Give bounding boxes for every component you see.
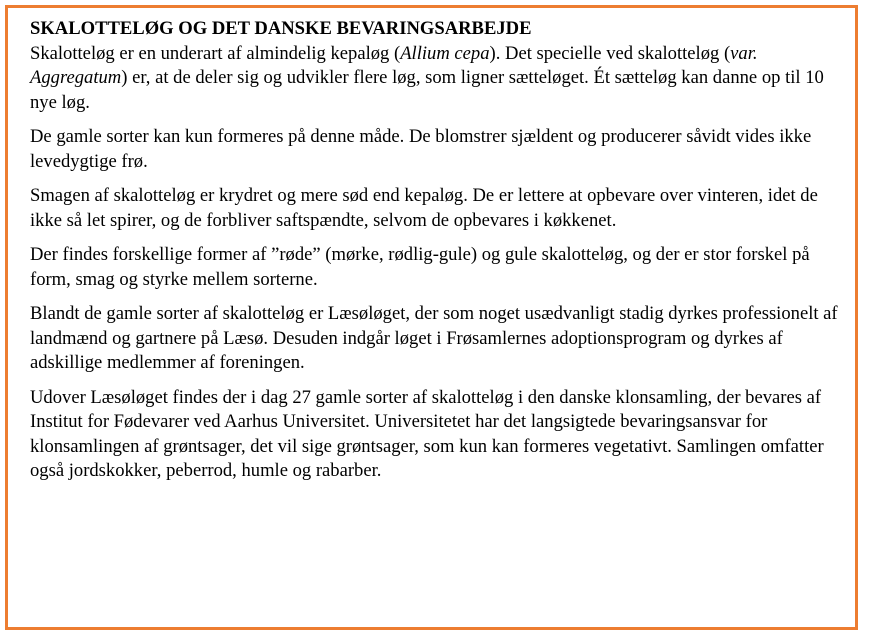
paragraph-propagation: De gamle sorter kan kun formeres på denne måde. De blomstrer sjældent og producerer såvidt vides ikke levedygtige frø. [30,126,812,172]
paragraph-intro [30,42,842,116]
article-content [30,17,842,494]
article-title: SKALOTTELØG OG DET DANSKE BEVARINGSARBEJDE [30,18,532,39]
paragraph-collection: Udover Læsøløget findes der i dag 27 gamle sorter af skalotteløg i den danske klonsamling, der bevares af Institut for Fødevarer ved Aarhus Universitet. Universitetet har det langsigtede bevaringsansvar for klonsamlingen af grøntsager, det vil sige grøntsager, som kun kan formeres vegetativt. Samlingen omfatter også jordskokker, peberrod, humle og rabarber. [30,386,824,481]
paragraph-intro-text-3: ) er, at de deler sig og udvikler flere løg, som ligner sætteløget. Ét sætteløg kan danne op til 10 nye løg. [30,67,824,113]
latin-name-allium-cepa: Allium cepa [400,42,490,64]
paragraph-taste: Smagen af skalotteløg er krydret og mere sød end kepaløg. De er lettere at opbevare over vinteren, idet de ikke så let spirer, og de forbliver saftspændte, selvom de opbevares i køkkenet. [30,185,818,231]
paragraph-forms: Der findes forskellige former af ”røde” (mørke, rødlig-gule) og gule skalotteløg, og der er stor forskel på form, smag og styrke mellem sorterne. [30,244,810,290]
text-box [5,5,858,630]
paragraph-laesoe: Blandt de gamle sorter af skalotteløg er Læsøløget, der som noget usædvanligt stadig dyrkes professionelt af landmænd og gartnere på Læsø. Desuden indgår løget i Frøsamlernes adoptionsprogram og dyrkes af adskillige medlemmer af foreningen. [30,303,838,373]
paragraph-intro-text-2: ). Det specielle ved skalotteløg ( [489,42,731,64]
paragraph-intro-text-1: Skalotteløg er en underart af almindelig kepaløg ( [30,42,401,64]
latin-name-aggregatum: var. Aggregatum [30,42,758,88]
